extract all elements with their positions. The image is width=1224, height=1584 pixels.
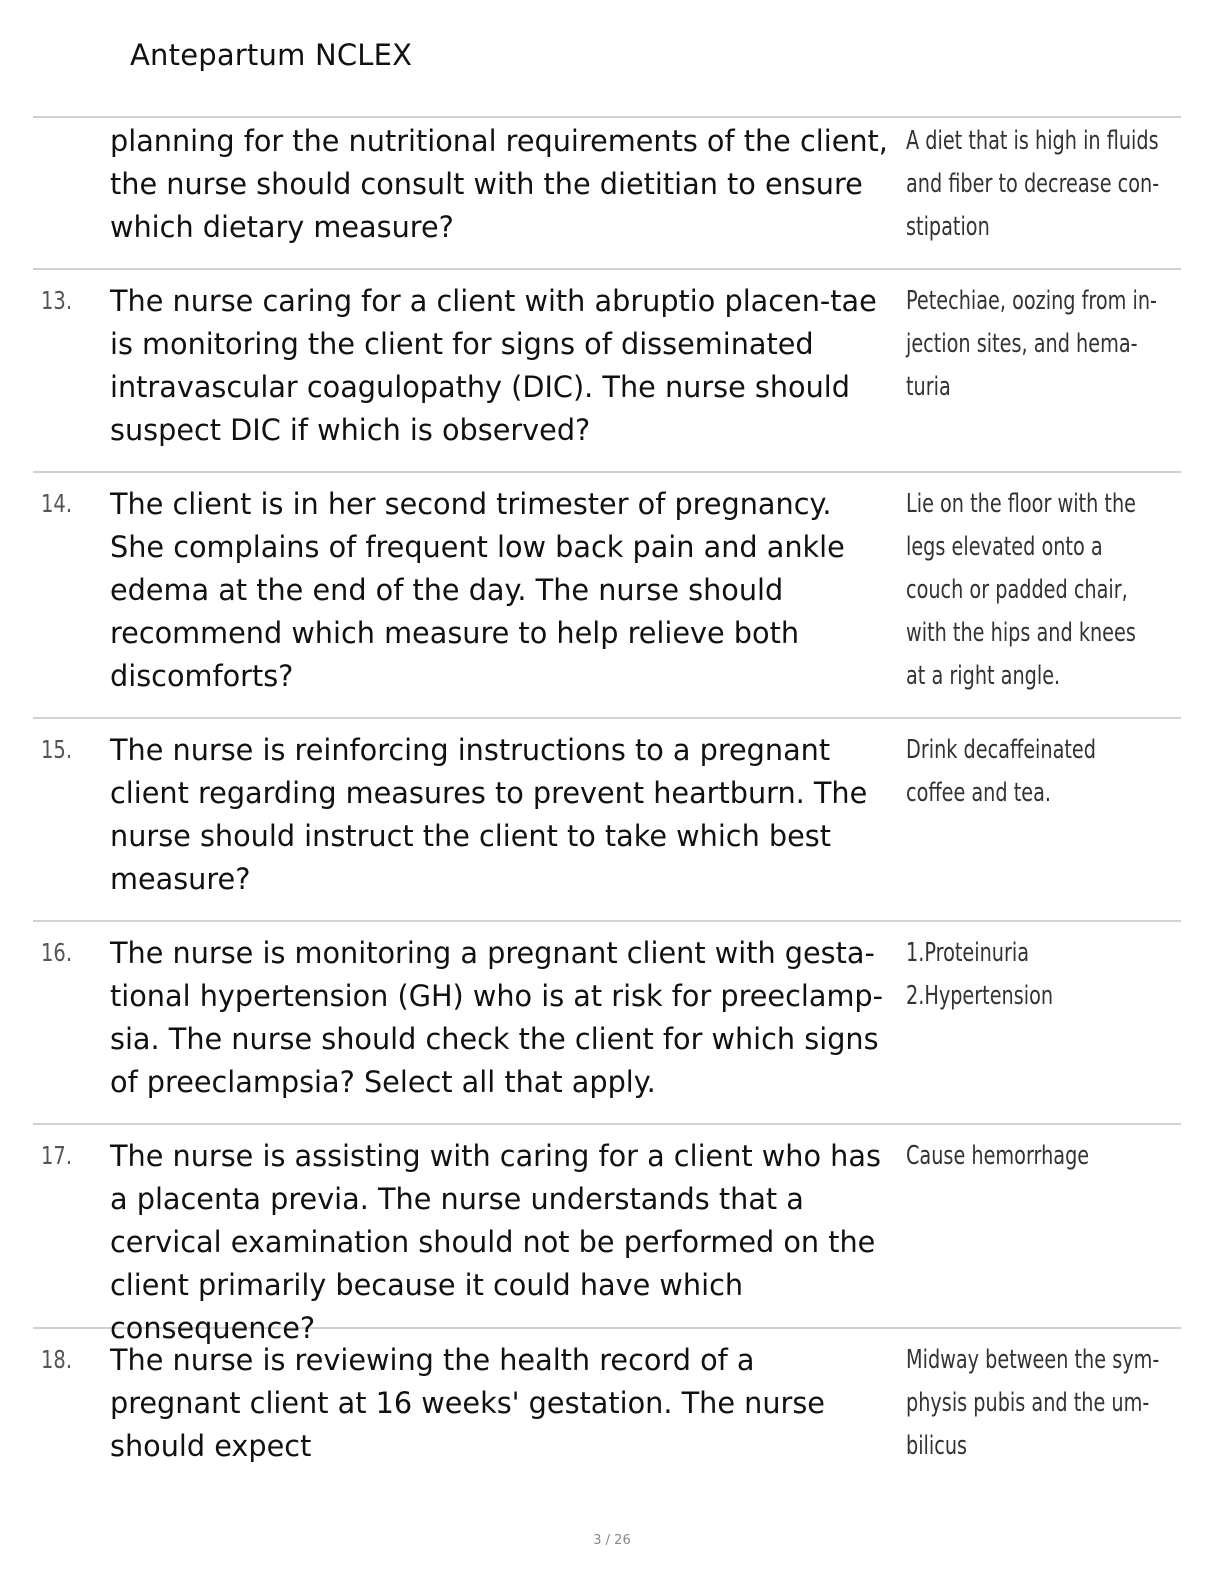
flashcard-question: The client is in her second trimester of pregnancy. She complains of frequent low back pain and ankle edema at the end of the day. The nurse should recommend which measure to help relieve both discomforts? [110,487,845,693]
flashcard-question: planning for the nutritional requirements of the client, the nurse should consult with the dietitian to ensure which dietary measure? [110,124,888,244]
flashcard-number: 17. [41,1141,73,1170]
flashcard [33,719,1181,922]
flashcard-answer: Cause hemorrhage [906,1141,1090,1171]
page-title: Antepartum NCLEX [130,38,413,72]
flashcard-answer: Midway between the sym-physis pubis and the um-bilicus [906,1345,1160,1461]
flashcard-list [33,118,1181,1479]
flashcard-question: The nurse caring for a client with abruptio placen-tae is monitoring the client for signs of disseminated intravascular coagulopathy (DIC). The nurse should suspect DIC if which is observed? [110,284,877,447]
flashcard [33,922,1181,1125]
flashcard [33,1125,1181,1345]
flashcard-answer: Drink decaffeinated coffee and tea. [906,735,1096,808]
flashcard-number: 14. [41,489,73,518]
answer-line: 1.Proteinuria [906,938,1030,968]
flashcard-number: 15. [41,735,73,764]
flashcard-answer: Lie on the floor with the legs elevated onto a couch or padded chair, with the hips and knees at a right angle. [906,489,1136,691]
flashcard-answer: Petechiae, oozing from in-jection sites, and hema-turia [906,286,1157,402]
flashcard [33,1329,1181,1479]
flashcard-answer: A diet that is high in fluids and fiber to decrease con-stipation [906,126,1160,242]
flashcard [33,118,1181,270]
flashcard-question: The nurse is assisting with caring for a client who has a placenta previa. The nurse understands that a cervical examination should not be performed on the client primarily because it could have which consequence? [110,1139,881,1345]
page-indicator: 3 / 26 [593,1533,631,1548]
flashcard-question: The nurse is reviewing the health record of a pregnant client at 16 weeks' gestation. The nurse should expect [110,1343,825,1463]
flashcard-number: 18. [41,1345,73,1374]
flashcard-number: 16. [41,938,73,967]
flashcard [33,270,1181,473]
flashcard-question: The nurse is reinforcing instructions to a pregnant client regarding measures to prevent heartburn. The nurse should instruct the client to take which best measure? [110,733,868,896]
flashcard-number: 13. [41,286,73,315]
flashcard-answer [906,932,1160,1018]
answer-line: 2.Hypertension [906,981,1054,1011]
flashcard [33,473,1181,719]
flashcard-question: The nurse is monitoring a pregnant client with gesta-tional hypertension (GH) who is at risk for preeclamp-sia. The nurse should check the client for which signs of preeclampsia? Select all that apply. [110,936,884,1099]
